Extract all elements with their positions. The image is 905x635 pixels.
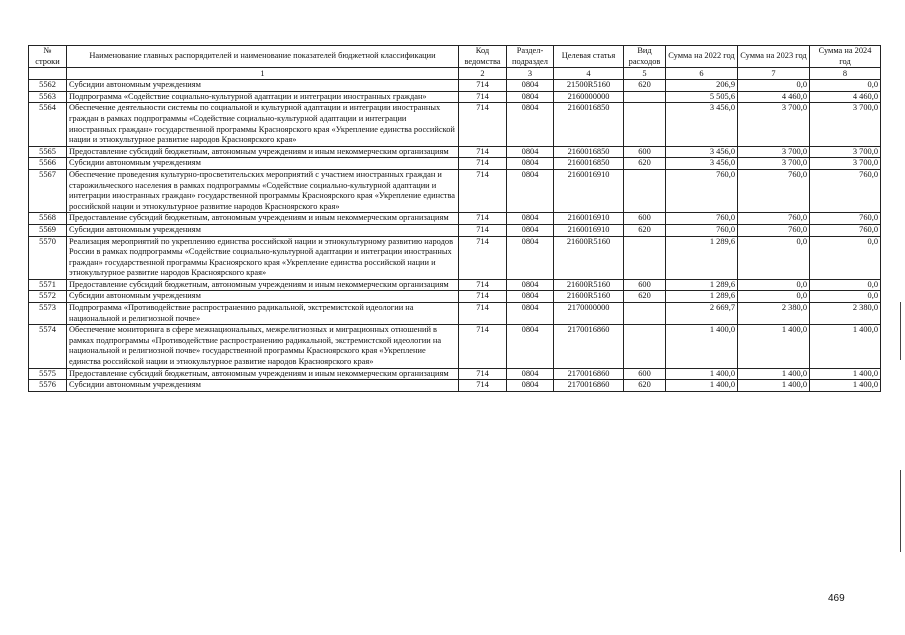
row-target-cell: 2170016860 <box>554 325 624 368</box>
row-dept-cell: 714 <box>459 303 507 325</box>
row-sum-2023-cell: 3 700,0 <box>738 146 810 158</box>
row-section-cell: 0804 <box>507 368 554 380</box>
row-sum-2022-cell: 5 505,6 <box>666 91 738 103</box>
row-sum-2023-cell: 0,0 <box>738 291 810 303</box>
row-sum-2024-cell: 3 700,0 <box>810 146 881 158</box>
row-section-cell: 0804 <box>507 224 554 236</box>
budget-table <box>28 45 881 392</box>
row-kind-cell <box>624 236 666 279</box>
table-row <box>29 169 881 212</box>
table-row <box>29 80 881 92</box>
table-row <box>29 158 881 170</box>
index-cell: 3 <box>507 68 554 80</box>
row-sum-2024-cell: 1 400,0 <box>810 380 881 392</box>
row-kind-cell <box>624 325 666 368</box>
row-target-cell: 2160000000 <box>554 91 624 103</box>
row-sum-2024-cell: 4 460,0 <box>810 91 881 103</box>
row-sum-2023-cell: 3 700,0 <box>738 103 810 146</box>
row-section-cell: 0804 <box>507 380 554 392</box>
row-target-cell: 2170000000 <box>554 303 624 325</box>
row-name-cell: Предоставление субсидий бюджетным, автономным учреждениям и иным некоммерческим организациям <box>67 368 459 380</box>
index-cell: 5 <box>624 68 666 80</box>
row-sum-2024-cell: 760,0 <box>810 213 881 225</box>
row-target-cell: 21500R5160 <box>554 80 624 92</box>
row-kind-cell: 600 <box>624 279 666 291</box>
row-kind-cell: 620 <box>624 380 666 392</box>
row-sum-2022-cell: 206,9 <box>666 80 738 92</box>
row-section-cell: 0804 <box>507 213 554 225</box>
row-sum-2022-cell: 1 400,0 <box>666 325 738 368</box>
row-section-cell: 0804 <box>507 80 554 92</box>
header-name: Наименование главных распорядителей и наименование показателей бюджетной классификации <box>67 46 459 68</box>
row-sum-2023-cell: 1 400,0 <box>738 368 810 380</box>
row-number-cell: 5564 <box>29 103 67 146</box>
table-row <box>29 303 881 325</box>
row-dept-cell: 714 <box>459 80 507 92</box>
row-dept-cell: 714 <box>459 380 507 392</box>
row-name-cell: Субсидии автономным учреждениям <box>67 291 459 303</box>
row-kind-cell: 620 <box>624 224 666 236</box>
row-name-cell: Подпрограмма «Содействие социально-культурной адаптации и интеграции иностранных граждан» <box>67 91 459 103</box>
row-sum-2023-cell: 0,0 <box>738 80 810 92</box>
index-cell <box>29 68 67 80</box>
row-name-cell: Предоставление субсидий бюджетным, автономным учреждениям и иным некоммерческим организациям <box>67 146 459 158</box>
header-target: Целевая статья <box>554 46 624 68</box>
index-cell: 6 <box>666 68 738 80</box>
row-name-cell: Реализация мероприятий по укреплению единства российской нации и этнокультурному развитию народов России в рамках подпрограммы «Содействие социально-культурной адаптации и интеграции иностранных граждан» государственной программы Красноярского края «Укрепление единства российской нации и этнокультурное развитие народов Красноярского края» <box>67 236 459 279</box>
index-cell: 1 <box>67 68 459 80</box>
row-number-cell: 5570 <box>29 236 67 279</box>
row-kind-cell: 600 <box>624 213 666 225</box>
row-sum-2024-cell: 0,0 <box>810 236 881 279</box>
row-kind-cell <box>624 303 666 325</box>
row-sum-2023-cell: 3 700,0 <box>738 158 810 170</box>
table-row <box>29 380 881 392</box>
row-sum-2022-cell: 2 669,7 <box>666 303 738 325</box>
table-row <box>29 291 881 303</box>
row-sum-2024-cell: 760,0 <box>810 224 881 236</box>
row-number-cell: 5568 <box>29 213 67 225</box>
header-dept: Код ведомства <box>459 46 507 68</box>
row-sum-2024-cell: 1 400,0 <box>810 368 881 380</box>
index-cell: 7 <box>738 68 810 80</box>
row-kind-cell <box>624 91 666 103</box>
table-row <box>29 236 881 279</box>
scan-edge-mark <box>900 302 901 360</box>
row-sum-2024-cell: 3 700,0 <box>810 103 881 146</box>
row-number-cell: 5565 <box>29 146 67 158</box>
row-sum-2024-cell: 1 400,0 <box>810 325 881 368</box>
row-sum-2024-cell: 0,0 <box>810 291 881 303</box>
page-number: 469 <box>828 593 845 604</box>
row-sum-2024-cell: 0,0 <box>810 80 881 92</box>
row-sum-2022-cell: 1 400,0 <box>666 380 738 392</box>
row-name-cell: Обеспечение деятельности системы по социальной и культурной адаптации и интеграции иностранных граждан в рамках подпрограммы «Содействие социально-культурной адаптации и интеграции иностранных граждан» государственной программы Красноярского края «Укрепление единства российской нации и этнокультурное развитие народов Красноярского края» <box>67 103 459 146</box>
row-sum-2023-cell: 760,0 <box>738 224 810 236</box>
row-section-cell: 0804 <box>507 236 554 279</box>
row-kind-cell: 620 <box>624 80 666 92</box>
row-number-cell: 5563 <box>29 91 67 103</box>
row-number-cell: 5562 <box>29 80 67 92</box>
row-dept-cell: 714 <box>459 146 507 158</box>
row-number-cell: 5575 <box>29 368 67 380</box>
table-row <box>29 103 881 146</box>
row-name-cell: Предоставление субсидий бюджетным, автономным учреждениям и иным некоммерческим организациям <box>67 213 459 225</box>
index-cell: 8 <box>810 68 881 80</box>
row-sum-2023-cell: 2 380,0 <box>738 303 810 325</box>
header-row <box>29 46 881 68</box>
row-section-cell: 0804 <box>507 158 554 170</box>
row-target-cell: 2160016910 <box>554 224 624 236</box>
row-dept-cell: 714 <box>459 158 507 170</box>
row-dept-cell: 714 <box>459 368 507 380</box>
row-section-cell: 0804 <box>507 303 554 325</box>
index-cell: 4 <box>554 68 624 80</box>
row-target-cell: 2160016910 <box>554 169 624 212</box>
row-section-cell: 0804 <box>507 291 554 303</box>
table-row <box>29 224 881 236</box>
row-dept-cell: 714 <box>459 103 507 146</box>
row-section-cell: 0804 <box>507 103 554 146</box>
scan-edge-mark <box>900 470 901 552</box>
row-kind-cell <box>624 169 666 212</box>
row-sum-2022-cell: 1 289,6 <box>666 236 738 279</box>
row-section-cell: 0804 <box>507 146 554 158</box>
row-number-cell: 5572 <box>29 291 67 303</box>
table-row <box>29 368 881 380</box>
row-sum-2023-cell: 1 400,0 <box>738 325 810 368</box>
row-dept-cell: 714 <box>459 224 507 236</box>
row-section-cell: 0804 <box>507 91 554 103</box>
row-sum-2022-cell: 1 289,6 <box>666 291 738 303</box>
row-number-cell: 5574 <box>29 325 67 368</box>
row-target-cell: 2160016910 <box>554 213 624 225</box>
row-number-cell: 5576 <box>29 380 67 392</box>
header-sum-2022: Сумма на 2022 год <box>666 46 738 68</box>
row-section-cell: 0804 <box>507 325 554 368</box>
row-name-cell: Обеспечение проведения культурно-просветительских мероприятий с участием иностранных граждан и старожильческого населения в рамках подпрограммы «Содействие социально-культурной адаптации и интеграции иностранных граждан» государственной программы Красноярского края «Укрепление единства российской нации и этнокультурное развитие народов Красноярского края» <box>67 169 459 212</box>
row-sum-2022-cell: 760,0 <box>666 224 738 236</box>
row-sum-2022-cell: 3 456,0 <box>666 158 738 170</box>
row-target-cell: 2160016850 <box>554 103 624 146</box>
row-target-cell: 21600R5160 <box>554 291 624 303</box>
row-dept-cell: 714 <box>459 291 507 303</box>
row-sum-2022-cell: 760,0 <box>666 213 738 225</box>
row-kind-cell: 600 <box>624 146 666 158</box>
row-name-cell: Субсидии автономным учреждениям <box>67 380 459 392</box>
row-sum-2023-cell: 760,0 <box>738 169 810 212</box>
row-number-cell: 5571 <box>29 279 67 291</box>
row-sum-2023-cell: 0,0 <box>738 279 810 291</box>
row-name-cell: Предоставление субсидий бюджетным, автономным учреждениям и иным некоммерческим организациям <box>67 279 459 291</box>
row-sum-2023-cell: 4 460,0 <box>738 91 810 103</box>
row-sum-2022-cell: 760,0 <box>666 169 738 212</box>
row-number-cell: 5569 <box>29 224 67 236</box>
row-dept-cell: 714 <box>459 91 507 103</box>
row-name-cell: Субсидии автономным учреждениям <box>67 158 459 170</box>
table-row <box>29 325 881 368</box>
row-target-cell: 21600R5160 <box>554 236 624 279</box>
header-section: Раздел-подраздел <box>507 46 554 68</box>
row-number-cell: 5573 <box>29 303 67 325</box>
column-index-row <box>29 68 881 80</box>
table-row <box>29 146 881 158</box>
row-target-cell: 2170016860 <box>554 380 624 392</box>
row-sum-2022-cell: 1 289,6 <box>666 279 738 291</box>
row-sum-2024-cell: 3 700,0 <box>810 158 881 170</box>
row-kind-cell: 620 <box>624 291 666 303</box>
row-dept-cell: 714 <box>459 213 507 225</box>
row-sum-2023-cell: 760,0 <box>738 213 810 225</box>
row-dept-cell: 714 <box>459 325 507 368</box>
header-sum-2023: Сумма на 2023 год <box>738 46 810 68</box>
row-dept-cell: 714 <box>459 279 507 291</box>
row-dept-cell: 714 <box>459 236 507 279</box>
table-body <box>29 80 881 392</box>
row-sum-2024-cell: 2 380,0 <box>810 303 881 325</box>
row-sum-2022-cell: 3 456,0 <box>666 103 738 146</box>
row-target-cell: 2160016850 <box>554 146 624 158</box>
row-dept-cell: 714 <box>459 169 507 212</box>
row-sum-2022-cell: 3 456,0 <box>666 146 738 158</box>
header-num: № строки <box>29 46 67 68</box>
header-sum-2024: Сумма на 2024 год <box>810 46 881 68</box>
row-target-cell: 21600R5160 <box>554 279 624 291</box>
row-name-cell: Обеспечение мониторинга в сфере межнациональных, межрелигиозных и миграционных отношений в рамках подпрограммы «Противодействие распространению радикальной, экстремистской идеологии на национальной и религиозной почве» государственной программы Красноярского края «Укрепление единства российской нации и этнокультурное развитие народов Красноярского края» <box>67 325 459 368</box>
table-row <box>29 213 881 225</box>
row-target-cell: 2160016850 <box>554 158 624 170</box>
row-name-cell: Субсидии автономным учреждениям <box>67 80 459 92</box>
row-name-cell: Субсидии автономным учреждениям <box>67 224 459 236</box>
row-kind-cell: 600 <box>624 368 666 380</box>
row-kind-cell <box>624 103 666 146</box>
row-kind-cell: 620 <box>624 158 666 170</box>
table-row <box>29 91 881 103</box>
header-kind: Вид расходов <box>624 46 666 68</box>
row-sum-2022-cell: 1 400,0 <box>666 368 738 380</box>
row-sum-2024-cell: 0,0 <box>810 279 881 291</box>
row-number-cell: 5567 <box>29 169 67 212</box>
row-number-cell: 5566 <box>29 158 67 170</box>
table-row <box>29 279 881 291</box>
row-section-cell: 0804 <box>507 279 554 291</box>
row-sum-2023-cell: 1 400,0 <box>738 380 810 392</box>
row-section-cell: 0804 <box>507 169 554 212</box>
index-cell: 2 <box>459 68 507 80</box>
row-target-cell: 2170016860 <box>554 368 624 380</box>
row-sum-2023-cell: 0,0 <box>738 236 810 279</box>
row-sum-2024-cell: 760,0 <box>810 169 881 212</box>
row-name-cell: Подпрограмма «Противодействие распространению радикальной, экстремистской идеологии на национальной и религиозной почве» <box>67 303 459 325</box>
